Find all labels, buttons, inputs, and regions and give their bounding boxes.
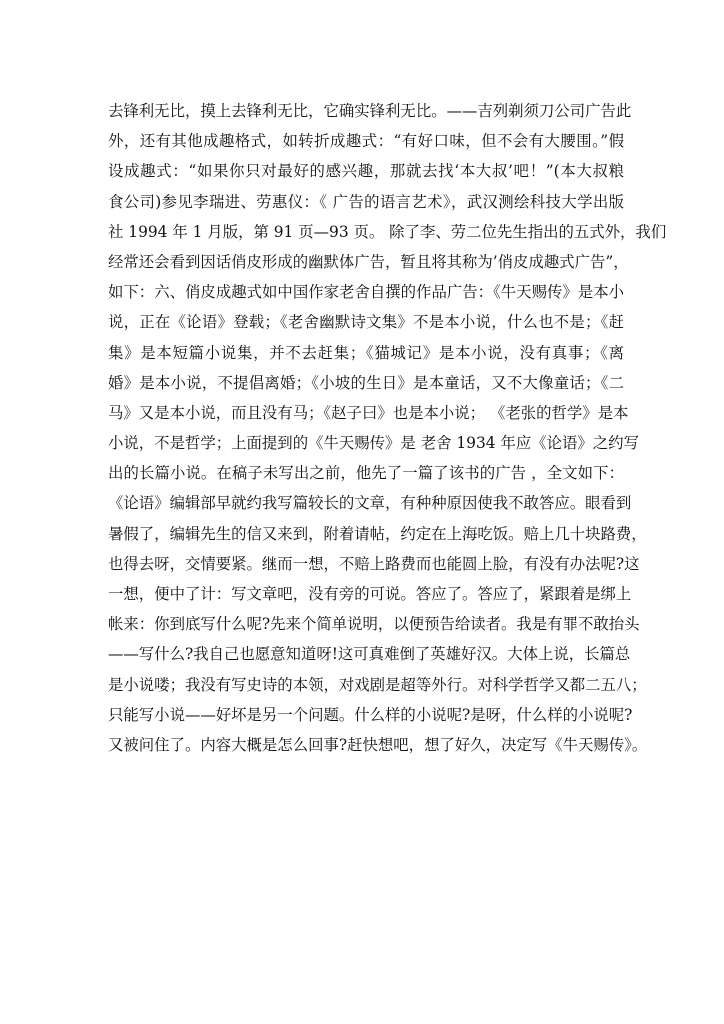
text-line-21: 只能写小说——好坏是另一个问题。什么样的小说呢?是呀，什么样的小说呢? [108,705,633,724]
text-line-15: 暑假了，编辑先生的信又来到，附着请帖，约定在上海吃饭。赔上几十块路费， [108,524,647,543]
text-line-11: 马》又是本小说，而且没有马；《赵子曰》也是本小说； 《老张的哲学》是本 [108,403,629,422]
text-line-6: 经常还会看到因话俏皮形成的幽默体广告，暂且将其称为’俏皮成趣式广告”， [108,252,629,271]
text-line-1: 去锋利无比，摸上去锋利无比，它确实锋利无比。——吉列剃须刀公司广告此 [108,102,632,120]
text-line-14: 《论语》编辑部早就约我写篇较长的文章，有种种原因使我不敢答应。眼看到 [108,494,632,513]
text-line-17: 一想，便中了计：写文章吧，没有旁的可说。答应了。答应了，紧跟着是绑上 [108,585,632,603]
text-line-20: 是小说喽；我没有写史诗的本领，对戏剧是超等外行。对科学哲学又都二五八； [108,675,647,694]
text-line-8: 说，正在《论语》登载；《老舍幽默诗文集》不是本小说，什么也不是；《赶 [108,313,624,332]
text-line-22: 又被问住了。内容大概是怎么回事?赶快想吧，想了好久，决定写《牛天赐传》。 [108,735,648,754]
text-line-5: 社 1994 年 1 月版，第 91 页—93 页。 除了李、劳二位先生指出的五式外，我们 [108,222,667,241]
text-line-7: 如下：六、俏皮成趣式如中国作家老舍自撰的作品广告：《牛天赐传》是本小 [108,283,624,302]
text-line-9: 集》是本短篇小说集，并不去赶集；《猫城记》是本小说，没有真事；《离 [108,343,624,362]
text-line-4: 食公司)参见李瑞进、劳惠仪：《 广告的语言艺术》，武汉测绘科技大学出版 [108,192,624,211]
text-line-16: 也得去呀，交情要紧。继而一想，不赔上路费而也能圆上脸，有没有办法呢?这 [108,554,640,573]
text-line-12: 小说，不是哲学；上面提到的《牛天赐传》是 老舍 1934 年应《论语》之约写 [108,434,639,453]
text-line-2: 外，还有其他成趣格式，如转折成趣式：“有好口味，但不会有大腰围。”假 [108,132,624,151]
body-text [108,96,667,760]
text-line-18: 帐来：你到底写什么呢?先来个简单说明，以便预告给读者。我是有罪不敢抬头 [108,615,640,634]
text-line-13: 出的长篇小说。在稿子未写出之前，他先了一篇了该书的广告 ，全文如下： [108,464,624,483]
text-line-19: ——写什么?我自己也愿意知道呀!这可真难倒了英雄好汉。大体上说，长篇总 [108,645,631,664]
text-line-3: 设成趣式：“如果你只对最好的感兴趣，那就去找‘本大叔’吧！”(本大叔粮 [108,162,624,181]
text-line-10: 婚》是本小说，不提倡离婚；《小坡的生日》是本童话，又不大像童话；《二 [108,373,624,392]
